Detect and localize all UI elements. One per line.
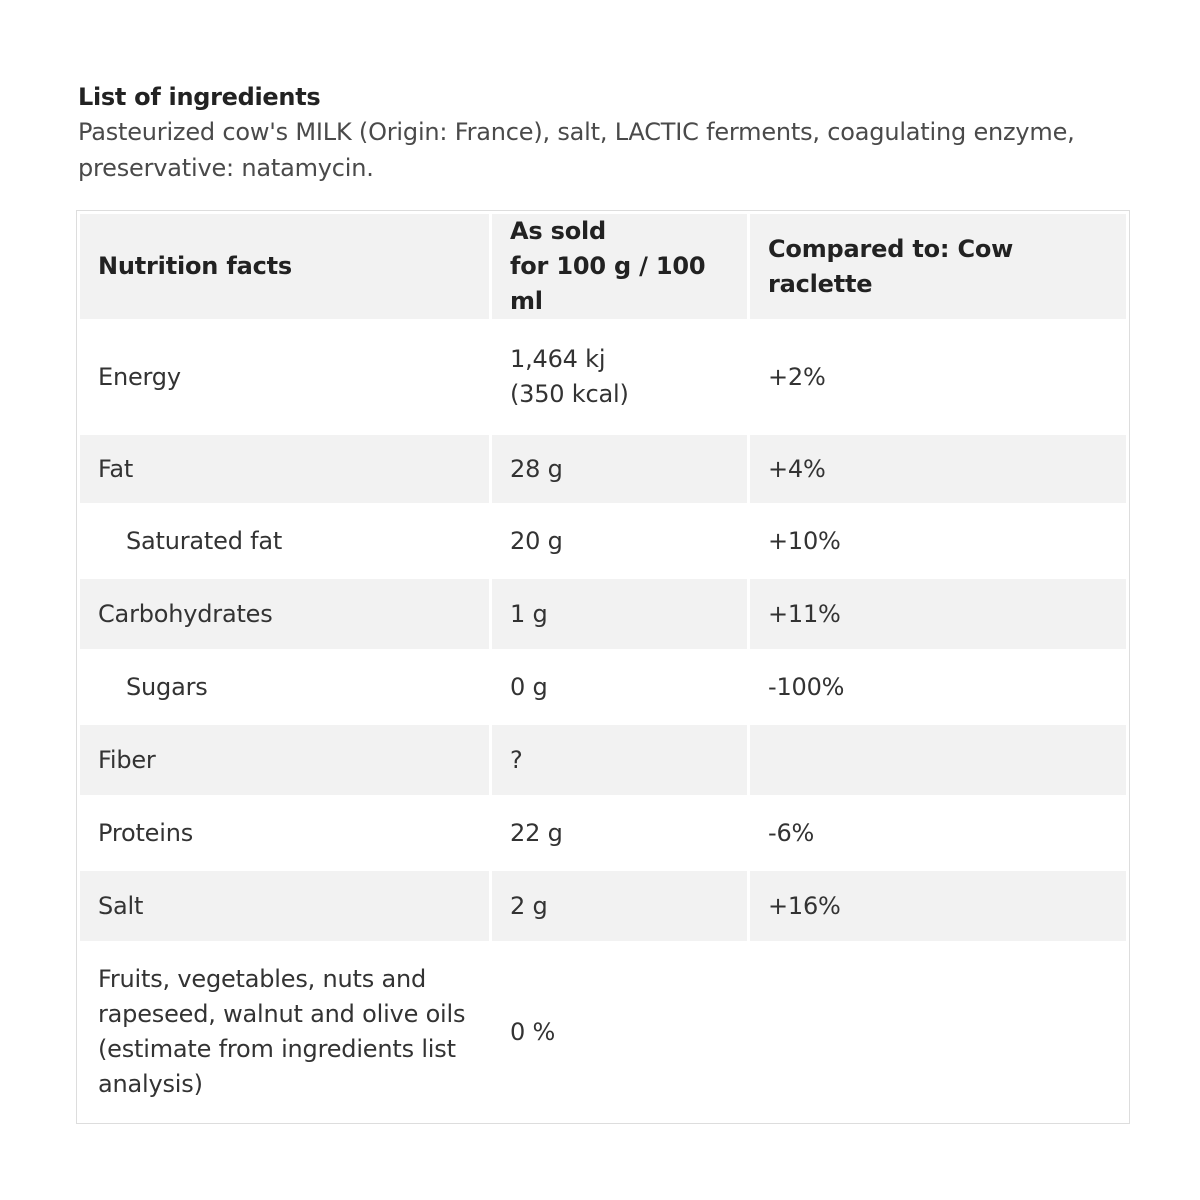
nutrient-name: Carbohydrates bbox=[80, 579, 489, 649]
nutrient-value: 0 g bbox=[492, 652, 747, 722]
header-compared: Compared to: Cow raclette bbox=[750, 214, 1126, 319]
table-row bbox=[80, 944, 1126, 1120]
nutrient-name: Sugars bbox=[80, 652, 489, 722]
nutrient-value: 20 g bbox=[492, 506, 747, 576]
ingredients-title: List of ingredients bbox=[78, 83, 321, 111]
table-row bbox=[80, 579, 1126, 649]
nutrient-name: Proteins bbox=[80, 798, 489, 868]
nutrient-name: Salt bbox=[80, 871, 489, 941]
ingredients-text: Pasteurized cow's MILK (Origin: France), salt, LACTIC ferments, coagulating enzyme, preservative: natamycin. bbox=[78, 118, 1075, 182]
compare-value: +16% bbox=[750, 871, 1126, 941]
table-row bbox=[80, 871, 1126, 941]
nutrient-value: ? bbox=[492, 725, 747, 795]
nutrient-value: 22 g bbox=[492, 798, 747, 868]
header-as-sold-line1: As sold bbox=[510, 217, 606, 245]
energy-kj: 1,464 kj bbox=[510, 345, 606, 373]
ingredients-section bbox=[78, 80, 1128, 186]
nutrient-name: Fruits, vegetables, nuts and rapeseed, walnut and olive oils (estimate from ingredients list analysis) bbox=[80, 944, 489, 1120]
header-nutrition-facts: Nutrition facts bbox=[80, 214, 489, 319]
compare-value: -6% bbox=[750, 798, 1126, 868]
compare-value: +4% bbox=[750, 435, 1126, 503]
compare-value: +11% bbox=[750, 579, 1126, 649]
table-row bbox=[80, 322, 1126, 432]
table-header-row bbox=[80, 214, 1126, 319]
table-row bbox=[80, 435, 1126, 503]
compare-value: -100% bbox=[750, 652, 1126, 722]
compare-value: +10% bbox=[750, 506, 1126, 576]
nutrient-value: 1 g bbox=[492, 579, 747, 649]
energy-kcal: (350 kcal) bbox=[510, 380, 629, 408]
nutrient-name: Fat bbox=[80, 435, 489, 503]
nutrient-value: 0 % bbox=[492, 944, 747, 1120]
compare-value bbox=[750, 725, 1126, 795]
nutrition-table bbox=[76, 210, 1130, 1124]
header-as-sold-line2: for 100 g / 100 ml bbox=[510, 252, 706, 315]
nutrient-name: Fiber bbox=[80, 725, 489, 795]
header-as-sold bbox=[492, 214, 747, 319]
nutrient-name: Energy bbox=[80, 322, 489, 432]
table-row bbox=[80, 652, 1126, 722]
compare-value bbox=[750, 944, 1126, 1120]
compare-value: +2% bbox=[750, 322, 1126, 432]
nutrient-value bbox=[492, 322, 747, 432]
nutrient-value: 2 g bbox=[492, 871, 747, 941]
nutrient-value: 28 g bbox=[492, 435, 747, 503]
table-row bbox=[80, 725, 1126, 795]
table-row bbox=[80, 506, 1126, 576]
table-row bbox=[80, 798, 1126, 868]
nutrient-name: Saturated fat bbox=[80, 506, 489, 576]
